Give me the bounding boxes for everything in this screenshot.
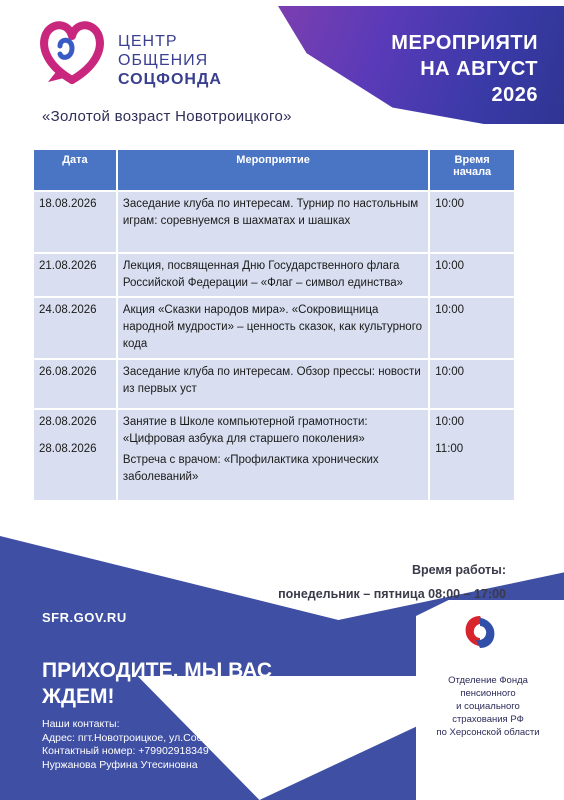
cta-line-1: ПРИХОДИТЕ, МЫ ВАС	[42, 659, 273, 682]
header-event: Мероприятие	[117, 149, 429, 191]
work-hours-label: Время работы:	[411, 563, 506, 577]
contacts-address: Адрес: пгт.Новотроицкое, ул.Соборная, 92, Херсонская область	[42, 731, 354, 744]
org-line-5: по Херсонской области	[436, 727, 540, 738]
org-line-3: и социального	[456, 701, 520, 712]
banner-line-2: НА АВГУСТ	[420, 58, 538, 80]
cell-event-1: Занятие в Школе компьютерной грамотности: «Цифровая азбука для старшего поколения»	[122, 416, 368, 445]
header-time	[429, 149, 515, 191]
call-to-action	[42, 658, 372, 710]
org-line-2: пенсионного	[460, 688, 516, 699]
events-table	[32, 148, 516, 502]
logo-line-1: ЦЕНТР	[118, 33, 178, 50]
site-link[interactable]: SFR.GOV.RU	[42, 610, 127, 625]
table-row	[33, 253, 515, 297]
contacts-person: Нуржанова Руфина Утесиновна	[42, 758, 198, 771]
cell-time-2: 11:00	[435, 443, 464, 455]
cell-date	[33, 409, 117, 501]
cell-time: 10:00	[429, 297, 515, 359]
cell-date-1: 28.08.2026	[39, 416, 97, 428]
header-date: Дата	[33, 149, 117, 191]
cell-time-1: 10:00	[435, 416, 465, 428]
sfr-logo-icon	[460, 612, 500, 652]
cell-time: 10:00	[429, 359, 515, 409]
table-row	[33, 409, 515, 501]
logo-text	[118, 32, 222, 89]
table-row	[33, 297, 515, 359]
header-time-line-1: Время	[454, 154, 490, 166]
table-row	[33, 359, 515, 409]
heart-logo-icon	[38, 16, 106, 88]
banner-line-1: МЕРОПРИЯТИ	[391, 32, 538, 54]
cell-event: Заседание клуба по интересам. Обзор прессы: новости из первых уст	[117, 359, 429, 409]
work-hours-value: понедельник – пятница 08:00 – 17:00	[278, 587, 506, 601]
cell-event: Заседание клуба по интересам. Турнир по настольным играм: соревнуемся в шахматах и шашках	[117, 191, 429, 253]
contacts-phone: Контактный номер: +79902918349	[42, 745, 209, 757]
org-name	[420, 674, 556, 739]
org-line-1: Отделение Фонда	[448, 675, 528, 686]
table-row	[33, 191, 515, 253]
org-line-4: страхования РФ	[452, 714, 524, 725]
cell-event-2: Встреча с врачом: «Профилактика хронических заболеваний»	[122, 454, 379, 483]
cell-time	[429, 409, 515, 501]
header-time-line-2: начала	[453, 166, 492, 178]
cell-event: Акция «Сказки народов мира». «Сокровищница народной мудрости» – ценность сказок, как культурного кода	[117, 297, 429, 359]
work-hours	[278, 558, 506, 606]
cell-date-2: 28.08.2026	[39, 443, 97, 455]
cell-event	[117, 409, 429, 501]
banner-title	[338, 30, 538, 108]
cell-time: 10:00	[429, 191, 515, 253]
cta-line-2: ЖДЕМ!	[42, 685, 115, 708]
cell-date: 24.08.2026	[33, 297, 117, 359]
table-header-row	[33, 149, 515, 191]
contacts-title: Наши контакты:	[42, 718, 120, 730]
cell-event: Лекция, посвященная Дню Государственного флага Российской Федерации – «Флаг – символ единства»	[117, 253, 429, 297]
subtitle: «Золотой возраст Новотроицкого»	[42, 108, 292, 125]
cell-time: 10:00	[429, 253, 515, 297]
contacts-block	[42, 718, 354, 772]
logo-line-2: ОБЩЕНИЯ	[118, 52, 209, 69]
cell-date: 26.08.2026	[33, 359, 117, 409]
cell-date: 21.08.2026	[33, 253, 117, 297]
logo-line-3: СОЦФОНДА	[118, 71, 222, 88]
banner-line-3: 2026	[491, 84, 538, 106]
cell-date: 18.08.2026	[33, 191, 117, 253]
